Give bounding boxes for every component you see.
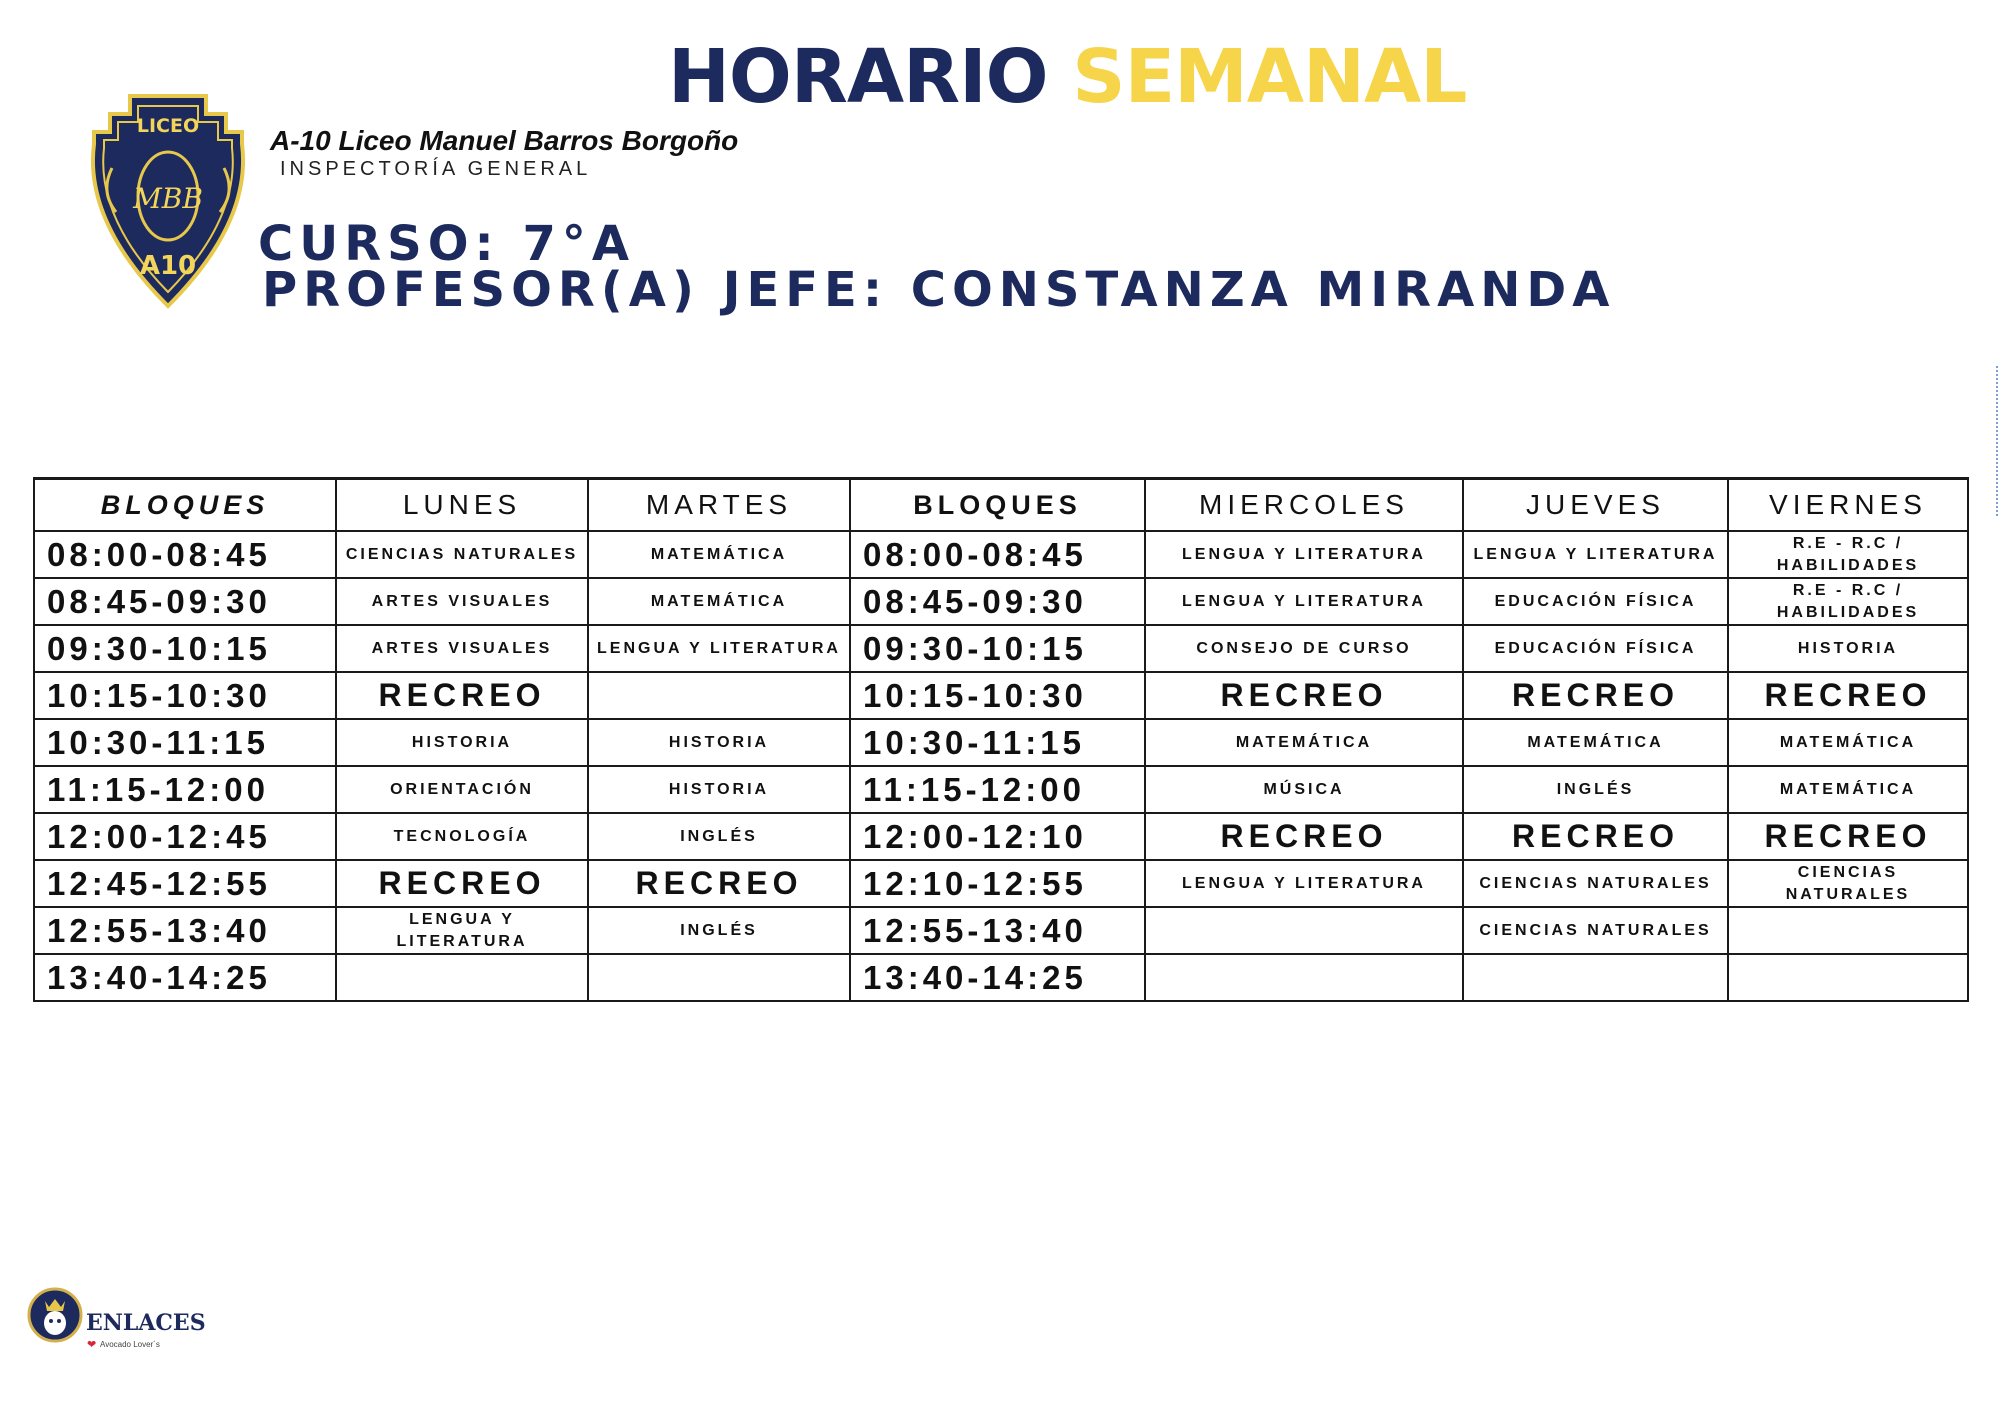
- subject-cell: ARTES VISUALES: [336, 578, 588, 625]
- header-lunes: LUNES: [336, 479, 588, 532]
- header-viernes: VIERNES: [1728, 479, 1968, 532]
- svg-text:MBB: MBB: [133, 182, 203, 215]
- empty-cell: [1145, 954, 1463, 1001]
- header-row: [34, 479, 1968, 532]
- subject-cell: LENGUA Y LITERATURA: [1145, 860, 1463, 907]
- page-title: [668, 34, 1467, 120]
- table-row: [34, 719, 1968, 766]
- schedule-table: [33, 477, 1969, 1002]
- time-block: 12:00-12:45: [34, 813, 336, 860]
- recess-cell: RECREO: [1728, 813, 1968, 860]
- subject-cell: MATEMÁTICA: [1728, 719, 1968, 766]
- time-block: 08:45-09:30: [34, 578, 336, 625]
- table-row: [34, 672, 1968, 719]
- time-block: 08:00-08:45: [34, 531, 336, 578]
- empty-cell: [588, 954, 850, 1001]
- time-block: 12:55-13:40: [34, 907, 336, 954]
- subject-cell: INGLÉS: [588, 907, 850, 954]
- subject-cell: TECNOLOGÍA: [336, 813, 588, 860]
- school-name: A-10 Liceo Manuel Barros Borgoño: [270, 125, 739, 156]
- subject-cell: LENGUA Y LITERATURA: [588, 625, 850, 672]
- empty-cell: [1145, 907, 1463, 954]
- time-block: 10:15-10:30: [34, 672, 336, 719]
- subject-cell: CIENCIAS NATURALES: [1463, 907, 1728, 954]
- subject-cell: INGLÉS: [1463, 766, 1728, 813]
- subject-cell: MATEMÁTICA: [1728, 766, 1968, 813]
- recess-cell: RECREO: [1463, 672, 1728, 719]
- subject-cell: MATEMÁTICA: [588, 531, 850, 578]
- table-row: [34, 954, 1968, 1001]
- time-block: 09:30-10:15: [850, 625, 1145, 672]
- subject-cell: EDUCACIÓN FÍSICA: [1463, 625, 1728, 672]
- subject-cell: CIENCIAS NATURALES: [336, 531, 588, 578]
- recess-cell: RECREO: [1463, 813, 1728, 860]
- header-miercoles: MIERCOLES: [1145, 479, 1463, 532]
- table-row: [34, 578, 1968, 625]
- time-block: 10:30-11:15: [34, 719, 336, 766]
- enlaces-tagline: Avocado Lover´s: [100, 1340, 160, 1349]
- subject-cell: ARTES VISUALES: [336, 625, 588, 672]
- empty-cell: [336, 954, 588, 1001]
- heart-icon: ❤: [87, 1339, 97, 1351]
- empty-cell: [1463, 954, 1728, 1001]
- course-label: CURSO: 7°A: [258, 216, 635, 272]
- time-block: 08:00-08:45: [850, 531, 1145, 578]
- time-block: 10:30-11:15: [850, 719, 1145, 766]
- header-jueves: JUEVES: [1463, 479, 1728, 532]
- time-block: 09:30-10:15: [34, 625, 336, 672]
- table-row: [34, 531, 1968, 578]
- school-subtitle: INSPECTORÍA GENERAL: [280, 158, 592, 180]
- table-row: [34, 766, 1968, 813]
- enlaces-brand: ENLACES: [86, 1310, 206, 1336]
- table-row: [34, 813, 1968, 860]
- time-block: 08:45-09:30: [850, 578, 1145, 625]
- school-crest-logo: [82, 92, 254, 310]
- subject-cell: LENGUA Y LITERATURA: [1145, 578, 1463, 625]
- title-horario: HORARIO: [668, 34, 1048, 120]
- subject-cell: MATEMÁTICA: [1463, 719, 1728, 766]
- subject-cell: LENGUA Y LITERATURA: [1145, 531, 1463, 578]
- edge-mark: [1996, 366, 2000, 516]
- time-block: 12:55-13:40: [850, 907, 1145, 954]
- enlaces-lion-logo: [27, 1287, 83, 1343]
- time-block: 12:10-12:55: [850, 860, 1145, 907]
- subject-cell: CIENCIAS NATURALES: [1463, 860, 1728, 907]
- time-block: 13:40-14:25: [850, 954, 1145, 1001]
- subject-cell: CONSEJO DE CURSO: [1145, 625, 1463, 672]
- header-bloques: BLOQUES: [34, 479, 336, 532]
- subject-cell: LENGUA Y LITERATURA: [336, 907, 588, 954]
- subject-cell: LENGUA Y LITERATURA: [1463, 531, 1728, 578]
- empty-cell: [1728, 907, 1968, 954]
- table-row: [34, 860, 1968, 907]
- time-block: 13:40-14:25: [34, 954, 336, 1001]
- subject-cell: HISTORIA: [588, 766, 850, 813]
- svg-text:LICEO: LICEO: [136, 115, 200, 137]
- recess-cell: RECREO: [336, 860, 588, 907]
- recess-cell: RECREO: [1145, 813, 1463, 860]
- subject-cell: ORIENTACIÓN: [336, 766, 588, 813]
- subject-cell: HISTORIA: [1728, 625, 1968, 672]
- time-block: 12:45-12:55: [34, 860, 336, 907]
- header-bloques-2: BLOQUES: [850, 479, 1145, 532]
- subject-cell: INGLÉS: [588, 813, 850, 860]
- subject-cell: MATEMÁTICA: [588, 578, 850, 625]
- subject-cell: HISTORIA: [588, 719, 850, 766]
- subject-cell: EDUCACIÓN FÍSICA: [1463, 578, 1728, 625]
- teacher-label: PROFESOR(A) JEFE: CONSTANZA MIRANDA: [262, 262, 1616, 318]
- subject-cell: HISTORIA: [336, 719, 588, 766]
- subject-cell: R.E - R.C / HABILIDADES: [1728, 578, 1968, 625]
- subject-cell: R.E - R.C / HABILIDADES: [1728, 531, 1968, 578]
- recess-cell: RECREO: [1145, 672, 1463, 719]
- time-block: 11:15-12:00: [34, 766, 336, 813]
- subject-cell: MATEMÁTICA: [1145, 719, 1463, 766]
- time-block: 10:15-10:30: [850, 672, 1145, 719]
- svg-text:A10: A10: [139, 251, 197, 281]
- subject-cell: MÚSICA: [1145, 766, 1463, 813]
- title-semanal: SEMANAL: [1072, 34, 1467, 120]
- empty-cell: [588, 672, 850, 719]
- recess-cell: RECREO: [588, 860, 850, 907]
- recess-cell: RECREO: [1728, 672, 1968, 719]
- empty-cell: [1728, 954, 1968, 1001]
- subject-cell: CIENCIAS NATURALES: [1728, 860, 1968, 907]
- time-block: 11:15-12:00: [850, 766, 1145, 813]
- recess-cell: RECREO: [336, 672, 588, 719]
- time-block: 12:00-12:10: [850, 813, 1145, 860]
- table-row: [34, 907, 1968, 954]
- table-row: [34, 625, 1968, 672]
- header-martes: MARTES: [588, 479, 850, 532]
